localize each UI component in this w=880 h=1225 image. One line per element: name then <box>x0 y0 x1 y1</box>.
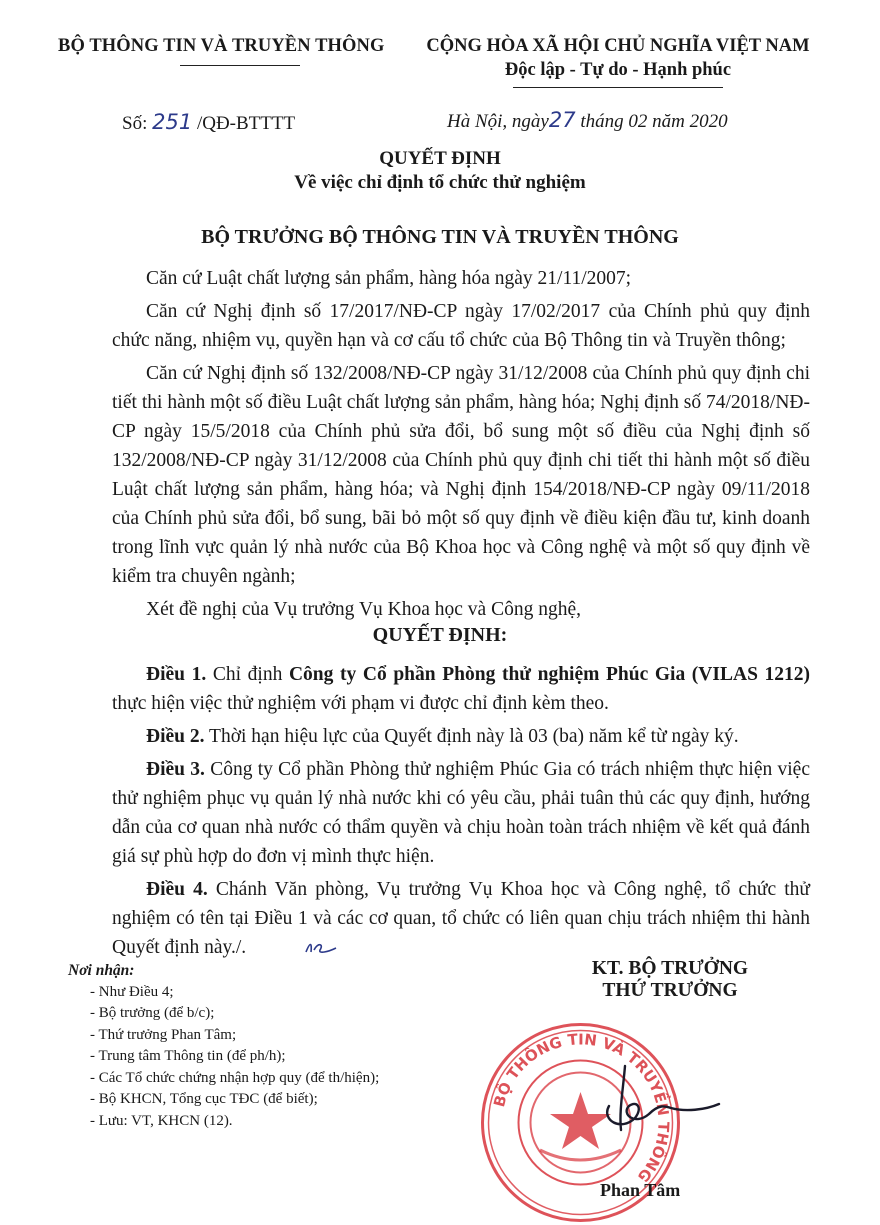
article-1 <box>112 660 810 718</box>
national-motto: Độc lập - Tự do - Hạnh phúc <box>504 60 732 80</box>
agency-name: BỘ THÔNG TIN VÀ TRUYỀN THÔNG <box>58 36 385 56</box>
preamble-paragraph: Căn cứ Nghị định số 17/2017/NĐ-CP ngày 17/02/2017 của Chính phủ quy định chức năng, nhiệm vụ, quyền hạn và cơ cấu tổ chức của Bộ Thông tin và Truyền thông; <box>112 301 810 351</box>
article-1-post: thực hiện việc thử nghiệm với phạm vi được chỉ định kèm theo. <box>112 693 609 714</box>
recipient-item: - Các Tổ chức chứng nhận hợp quy (để th/hiện); <box>90 1069 380 1086</box>
preamble-paragraph: Căn cứ Luật chất lượng sản phẩm, hàng hóa ngày 21/11/2007; <box>146 268 632 289</box>
doc-no-prefix: Số: <box>122 113 148 134</box>
recipient-item: - Lưu: VT, KHCN (12). <box>90 1112 233 1129</box>
article-4-text: Chánh Văn phòng, Vụ trưởng Vụ Khoa học và Công nghệ, tổ chức thử nghiệm có tên tại Điều 1 và các cơ quan, tổ chức có liên quan chịu trách nhiệm thi hành Quyết định này./. <box>112 879 810 958</box>
article-4 <box>112 875 810 962</box>
article-3-text: Công ty Cổ phần Phòng thử nghiệm Phúc Gia có trách nhiệm thực hiện việc thử nghiệm phục vụ quản lý nhà nước khi có yêu cầu, phải tuân thủ các quy định, hướng dẫn của cơ quan nhà nước có thẩm quyền và chịu hoàn toàn trách nhiệm về kết quả đánh giá sự phù hợp do đơn vị mình thực hiện. <box>112 759 810 867</box>
recipient-item: - Trung tâm Thông tin (để ph/h); <box>90 1048 286 1064</box>
signatory-role-2: THỨ TRƯỞNG <box>602 980 738 1001</box>
signatory-name: Phan Tâm <box>600 1180 681 1200</box>
recipient-item: - Thứ trưởng Phan Tâm; <box>90 1026 237 1043</box>
preamble-paragraph: Xét đề nghị của Vụ trưởng Vụ Khoa học và Công nghệ, <box>146 599 581 620</box>
recipients-heading: Nơi nhận: <box>68 962 135 979</box>
recipient-item: - Như Điều 4; <box>90 983 174 1000</box>
agency-underline <box>180 65 300 66</box>
signatory-role-1: KT. BỘ TRƯỞNG <box>591 958 749 979</box>
motto-underline <box>513 87 723 88</box>
doc-no-handwritten: 251 <box>152 110 193 134</box>
handwritten-signature <box>595 1060 725 1140</box>
article-3 <box>112 755 810 871</box>
national-header <box>418 36 818 88</box>
preamble <box>112 264 810 624</box>
document-number <box>122 110 295 135</box>
article-1-company: Công ty Cổ phần Phòng thử nghiệm Phúc Gia (VILAS 1212) <box>288 664 811 685</box>
article-3-label: Điều 3. <box>146 759 205 780</box>
article-1-pre: Chỉ định <box>212 664 283 685</box>
place-suffix: tháng 02 năm 2020 <box>580 111 728 132</box>
document-title <box>0 148 880 194</box>
place-prefix: Hà Nội, ngày <box>447 111 549 132</box>
doc-no-suffix: /QĐ-BTTTT <box>196 113 296 134</box>
handwritten-initials <box>302 938 342 958</box>
article-2-label: Điều 2. <box>146 726 205 747</box>
preamble-paragraph: Căn cứ Nghị định số 132/2008/NĐ-CP ngày 31/12/2008 của Chính phủ quy định chi tiết thi hành một số điều Luật chất lượng sản phẩm, hàng hóa; Nghị định số 74/2018/NĐ-CP ngày 15/5/2018 của Chính phủ sửa đổi, bổ sung một số điều của Nghị định số 132/2008/NĐ-CP ngày 31/12/2008 của Chính phủ quy định chi tiết thi hành một số điều Luật chất lượng sản phẩm, hàng hóa; và Nghị định 154/2018/NĐ-CP ngày 09/11/2018 của Chính phủ sửa đổi, bổ sung, bãi bỏ một số quy định về điều kiện đầu tư, kinh doanh trong lĩnh vực quản lý nhà nước của Bộ Khoa học và Công nghệ và một số quy định về kiểm tra chuyên ngành; <box>112 363 810 587</box>
decision-heading: QUYẾT ĐỊNH: <box>372 624 508 646</box>
recipient-item: - Bộ KHCN, Tổng cục TĐC (để biết); <box>90 1091 318 1107</box>
country-name: CỘNG HÒA XÃ HỘI CHỦ NGHĨA VIỆT NAM <box>426 36 810 56</box>
recipients-list <box>68 960 508 1132</box>
place-date <box>447 108 728 133</box>
article-1-label: Điều 1. <box>146 664 207 685</box>
seal-ring-text: BỘ THÔNG TIN VÀ TRUYỀN THÔNG <box>490 1030 673 1186</box>
article-2 <box>112 722 810 751</box>
issuing-authority: BỘ TRƯỞNG BỘ THÔNG TIN VÀ TRUYỀN THÔNG <box>201 226 679 248</box>
recipient-item: - Bộ trưởng (để b/c); <box>90 1005 215 1021</box>
agency-header <box>58 36 398 66</box>
article-4-label: Điều 4. <box>146 879 208 900</box>
title-line-2: Về việc chỉ định tổ chức thử nghiệm <box>294 172 586 193</box>
signature-block <box>520 958 820 1002</box>
date-handwritten: 27 <box>548 108 576 132</box>
articles <box>112 660 810 962</box>
title-line-1: QUYẾT ĐỊNH <box>379 148 501 169</box>
article-2-text: Thời hạn hiệu lực của Quyết định này là 03 (ba) năm kể từ ngày ký. <box>209 726 739 747</box>
